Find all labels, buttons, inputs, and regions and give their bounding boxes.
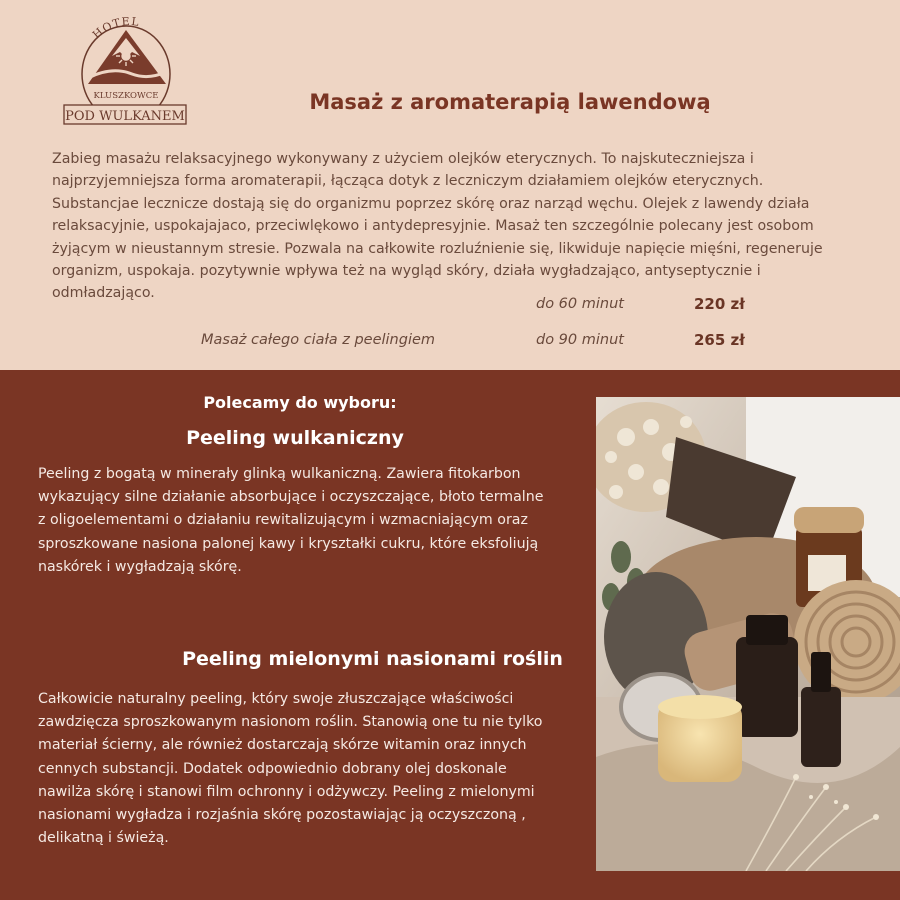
text-line: wykazujący silne działanie absorbujące i oczyszczające, błoto termalne: [38, 489, 544, 506]
logo-bottom-text: POD WULKANEM: [65, 109, 185, 124]
sun-icon: [116, 46, 136, 66]
price-value: 220 zł: [694, 295, 745, 313]
text-line: Całkowicie naturalny peeling, który swoje złuszczające właściwości: [38, 691, 514, 707]
intro-line: najprzyjemniejsza forma aromaterapii, łącząca dotyk z leczniczym działamiem olejków eterycznych.: [52, 173, 764, 190]
text-line: naskórek i wygładzają skórę.: [38, 558, 242, 575]
text-line: Peeling z bogatą w minerały glinką wulkaniczną. Zawiera fitokarbon: [38, 466, 521, 482]
price-duration: do 90 minut: [536, 332, 624, 348]
intro-line: Zabieg masażu relaksacyjnego wykonywany z użyciem olejków eterycznych. To najskuteczniejsza i: [52, 151, 754, 167]
price-value: 265 zł: [694, 331, 745, 349]
text-line: materiał ścierny, ale również dostarczają skórze witamin oraz innych: [38, 737, 527, 754]
recommend-heading: Polecamy do wyboru:: [203, 393, 397, 412]
price-label: Masaż całego ciała z peelingiem: [201, 332, 436, 348]
intro-paragraph: [52, 148, 852, 305]
intro-line: odmładzająco.: [52, 285, 155, 302]
text-line: zawdzięcza sproszkowanym nasionom roślin. Stanowią one tu nie tylko: [38, 714, 543, 731]
logo-top-text: HOTEL: [90, 14, 141, 42]
intro-line: organizm, uspokaja. pozytywnie wpływa też na wygląd skóry, działa wygładzająco, antyseptycznie i: [52, 263, 761, 280]
text-line: delikatną i świeżą.: [38, 830, 169, 847]
hotel-logo: [60, 12, 200, 130]
text-line: sproszkowane nasiona palonej kawy i kryształki cukru, które eksfoliują: [38, 535, 539, 552]
spa-photo: [596, 397, 900, 871]
peeling-title: Peeling mielonymi nasionami roślin: [182, 648, 563, 670]
page-title: Masaż z aromaterapią lawendową: [309, 90, 711, 114]
logo-middle-text: KLUSZKOWCE: [93, 91, 159, 101]
peeling-description: [38, 688, 583, 850]
price-duration: do 60 minut: [536, 296, 624, 312]
text-line: nawilża skórę i stanowi film ochronny i odżywczy. Peeling z mielonymi: [38, 783, 535, 800]
text-line: z oligoelementami o działaniu rewitalizującym i wzmacniającym oraz: [38, 512, 528, 529]
text-line: cennych substancji. Dodatek odpowiednio dobrany olej doskonale: [38, 760, 507, 777]
intro-line: relaksacyjnie, uspokajajaco, przeciwlękowo i antydepresyjnie. Masaż ten szczególnie polecany jest osobom: [52, 218, 814, 235]
peeling-title: Peeling wulkaniczny: [186, 427, 404, 449]
intro-line: Substancjae lecznicze dostają się do organizmu poprzez skórę oraz narząd węchu. Olejek z lawendy działa: [52, 195, 810, 212]
text-line: nasionami wygładza i rozjaśnia skórę pozostawiając ją oczyszczoną ,: [38, 807, 526, 824]
peeling-description: [38, 463, 583, 579]
intro-line: żyjącym w nieustannym stresie. Pozwala na całkowite rozluźnienie się, likwiduje napięcie mięśni, regeneruje: [52, 240, 823, 257]
svg-text:HOTEL: [90, 15, 140, 42]
